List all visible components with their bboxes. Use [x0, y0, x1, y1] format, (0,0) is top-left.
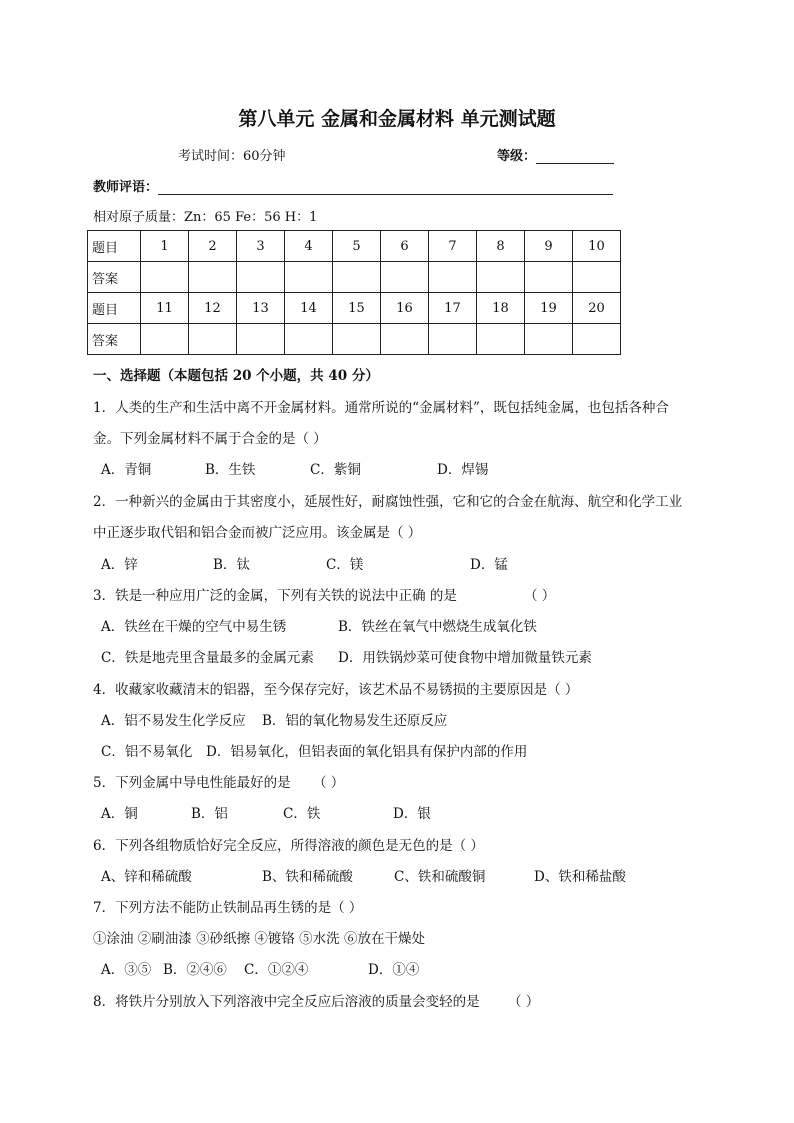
answer-cell[interactable] — [429, 262, 477, 293]
exam-time: 考试时间：60分钟 — [178, 149, 286, 164]
answer-cell[interactable] — [141, 324, 189, 355]
option-a: A．铁丝在干燥的空气中易生锈 — [101, 619, 287, 635]
answer-paren: （ ） — [524, 588, 556, 604]
table-row — [88, 324, 621, 355]
page-title: 第八单元 金属和金属材料 单元测试题 — [238, 108, 556, 130]
option-b: B．生铁 — [205, 462, 256, 478]
question-5-text: 5．下列金属中导电性能最好的是 — [93, 775, 291, 791]
answer-cell[interactable] — [141, 262, 189, 293]
answer-paren: （ ） — [313, 775, 345, 791]
option-a: A．铜 — [101, 806, 138, 822]
question-number: 18 — [477, 293, 525, 324]
question-number: 4 — [285, 231, 333, 262]
option-b: B、铁和稀硫酸 — [262, 869, 353, 885]
question-number: 6 — [381, 231, 429, 262]
question-number: 8 — [477, 231, 525, 262]
option-c: C．镁 — [326, 557, 364, 573]
question-3-text: 3．铁是一种应用广泛的金属，下列有关铁的说法中正确 的是 — [93, 588, 457, 604]
option-c: C．①②④ — [244, 962, 309, 978]
answer-cell[interactable] — [525, 324, 573, 355]
option-b: B．铝的氧化物易发生还原反应 — [262, 713, 448, 729]
option-d: D．①④ — [368, 962, 420, 978]
row-label-answer: 答案 — [88, 262, 141, 293]
option-c: C．铁 — [283, 806, 321, 822]
option-a: A．锌 — [101, 557, 138, 573]
question-number: 12 — [189, 293, 237, 324]
question-number: 2 — [189, 231, 237, 262]
answer-cell[interactable] — [381, 262, 429, 293]
question-8-text: 8．将铁片分别放入下列溶液中完全反应后溶液的质量会变轻的是 — [93, 994, 480, 1010]
option-b: B．铝 — [191, 806, 228, 822]
option-d: D．银 — [393, 806, 431, 822]
question-7-text: 7．下列方法不能防止铁制品再生锈的是（ ） — [93, 900, 363, 916]
teacher-comment-blank — [158, 179, 613, 195]
answer-cell[interactable] — [189, 324, 237, 355]
question-2-text: 2．一种新兴的金属由于其密度小，延展性好，耐腐蚀性强，它和它的合金在航海、航空和化学工业 — [93, 494, 683, 510]
answer-cell[interactable] — [573, 262, 621, 293]
answer-cell[interactable] — [381, 324, 429, 355]
answer-paren: （ ） — [508, 994, 540, 1010]
option-d: D．铝易氧化，但铝表面的氧化铝具有保护内部的作用 — [206, 744, 528, 760]
question-number: 14 — [285, 293, 333, 324]
answer-cell[interactable] — [285, 324, 333, 355]
option-b: B．钛 — [213, 557, 250, 573]
answer-cell[interactable] — [333, 262, 381, 293]
option-a: A．青铜 — [101, 462, 152, 478]
option-b: B．铁丝在氧气中燃烧生成氧化铁 — [338, 619, 537, 635]
question-6-text: 6．下列各组物质恰好完全反应，所得溶液的颜色是无色的是（ ） — [93, 838, 484, 854]
row-label-answer: 答案 — [88, 324, 141, 355]
answer-cell[interactable] — [525, 262, 573, 293]
row-label-question: 题目 — [88, 231, 141, 262]
question-number: 15 — [333, 293, 381, 324]
table-row — [88, 262, 621, 293]
option-c: C．紫铜 — [310, 462, 361, 478]
question-number: 13 — [237, 293, 285, 324]
grade-field — [497, 145, 614, 164]
option-c: C．铁是地壳里含量最多的金属元素 — [101, 650, 314, 666]
option-d: D．锰 — [470, 557, 508, 573]
question-number: 11 — [141, 293, 189, 324]
question-2-text: 中正逐步取代铝和铝合金而被广泛应用。该金属是（ ） — [93, 525, 422, 541]
atomic-mass: 相对原子质量：Zn：65 Fe：56 H：1 — [93, 210, 318, 225]
option-c: C．铝不易氧化 — [101, 744, 193, 760]
question-number: 5 — [333, 231, 381, 262]
option-d: D．焊锡 — [437, 462, 489, 478]
question-number: 3 — [237, 231, 285, 262]
option-b: B．②④⑥ — [163, 962, 227, 978]
question-number: 10 — [573, 231, 621, 262]
question-1-text: 1．人类的生产和生活中离不开金属材料。通常所说的“金属材料”，既包括纯金属，也包括各种合 — [93, 400, 669, 416]
question-number: 7 — [429, 231, 477, 262]
question-number: 20 — [573, 293, 621, 324]
question-number: 1 — [141, 231, 189, 262]
option-a: A．铝不易发生化学反应 — [101, 713, 246, 729]
question-number: 17 — [429, 293, 477, 324]
option-a: A．③⑤ — [101, 962, 152, 978]
option-d: D．用铁锅炒菜可使食物中增加微量铁元素 — [338, 650, 592, 666]
teacher-comment-label: 教师评语： — [93, 180, 159, 195]
grade-blank — [536, 148, 614, 164]
option-c: C、铁和硫酸铜 — [394, 869, 486, 885]
answer-cell[interactable] — [333, 324, 381, 355]
answer-cell[interactable] — [477, 262, 525, 293]
question-number: 16 — [381, 293, 429, 324]
row-label-question: 题目 — [88, 293, 141, 324]
option-a: A、锌和稀硫酸 — [101, 869, 192, 885]
table-row — [88, 231, 621, 262]
answer-cell[interactable] — [237, 324, 285, 355]
answer-table — [87, 230, 621, 355]
answer-cell[interactable] — [237, 262, 285, 293]
answer-cell[interactable] — [189, 262, 237, 293]
option-d: D、铁和稀盐酸 — [534, 869, 626, 885]
question-1-text: 金。下列金属材料不属于合金的是（ ） — [93, 431, 327, 447]
table-row — [88, 293, 621, 324]
question-4-text: 4．收藏家收藏清末的铝器，至今保存完好，该艺术品不易锈损的主要原因是（ ） — [93, 682, 579, 698]
answer-cell[interactable] — [429, 324, 477, 355]
teacher-comment — [93, 176, 613, 195]
answer-cell[interactable] — [285, 262, 333, 293]
answer-cell[interactable] — [573, 324, 621, 355]
question-number: 19 — [525, 293, 573, 324]
answer-cell[interactable] — [477, 324, 525, 355]
grade-label: 等级： — [497, 149, 537, 164]
question-number: 9 — [525, 231, 573, 262]
question-7-methods: ①涂油 ②刷油漆 ③砂纸擦 ④镀铬 ⑤水洗 ⑥放在干燥处 — [93, 931, 425, 947]
section-heading: 一、选择题（本题包括 20 个小题，共 40 分） — [93, 368, 379, 384]
